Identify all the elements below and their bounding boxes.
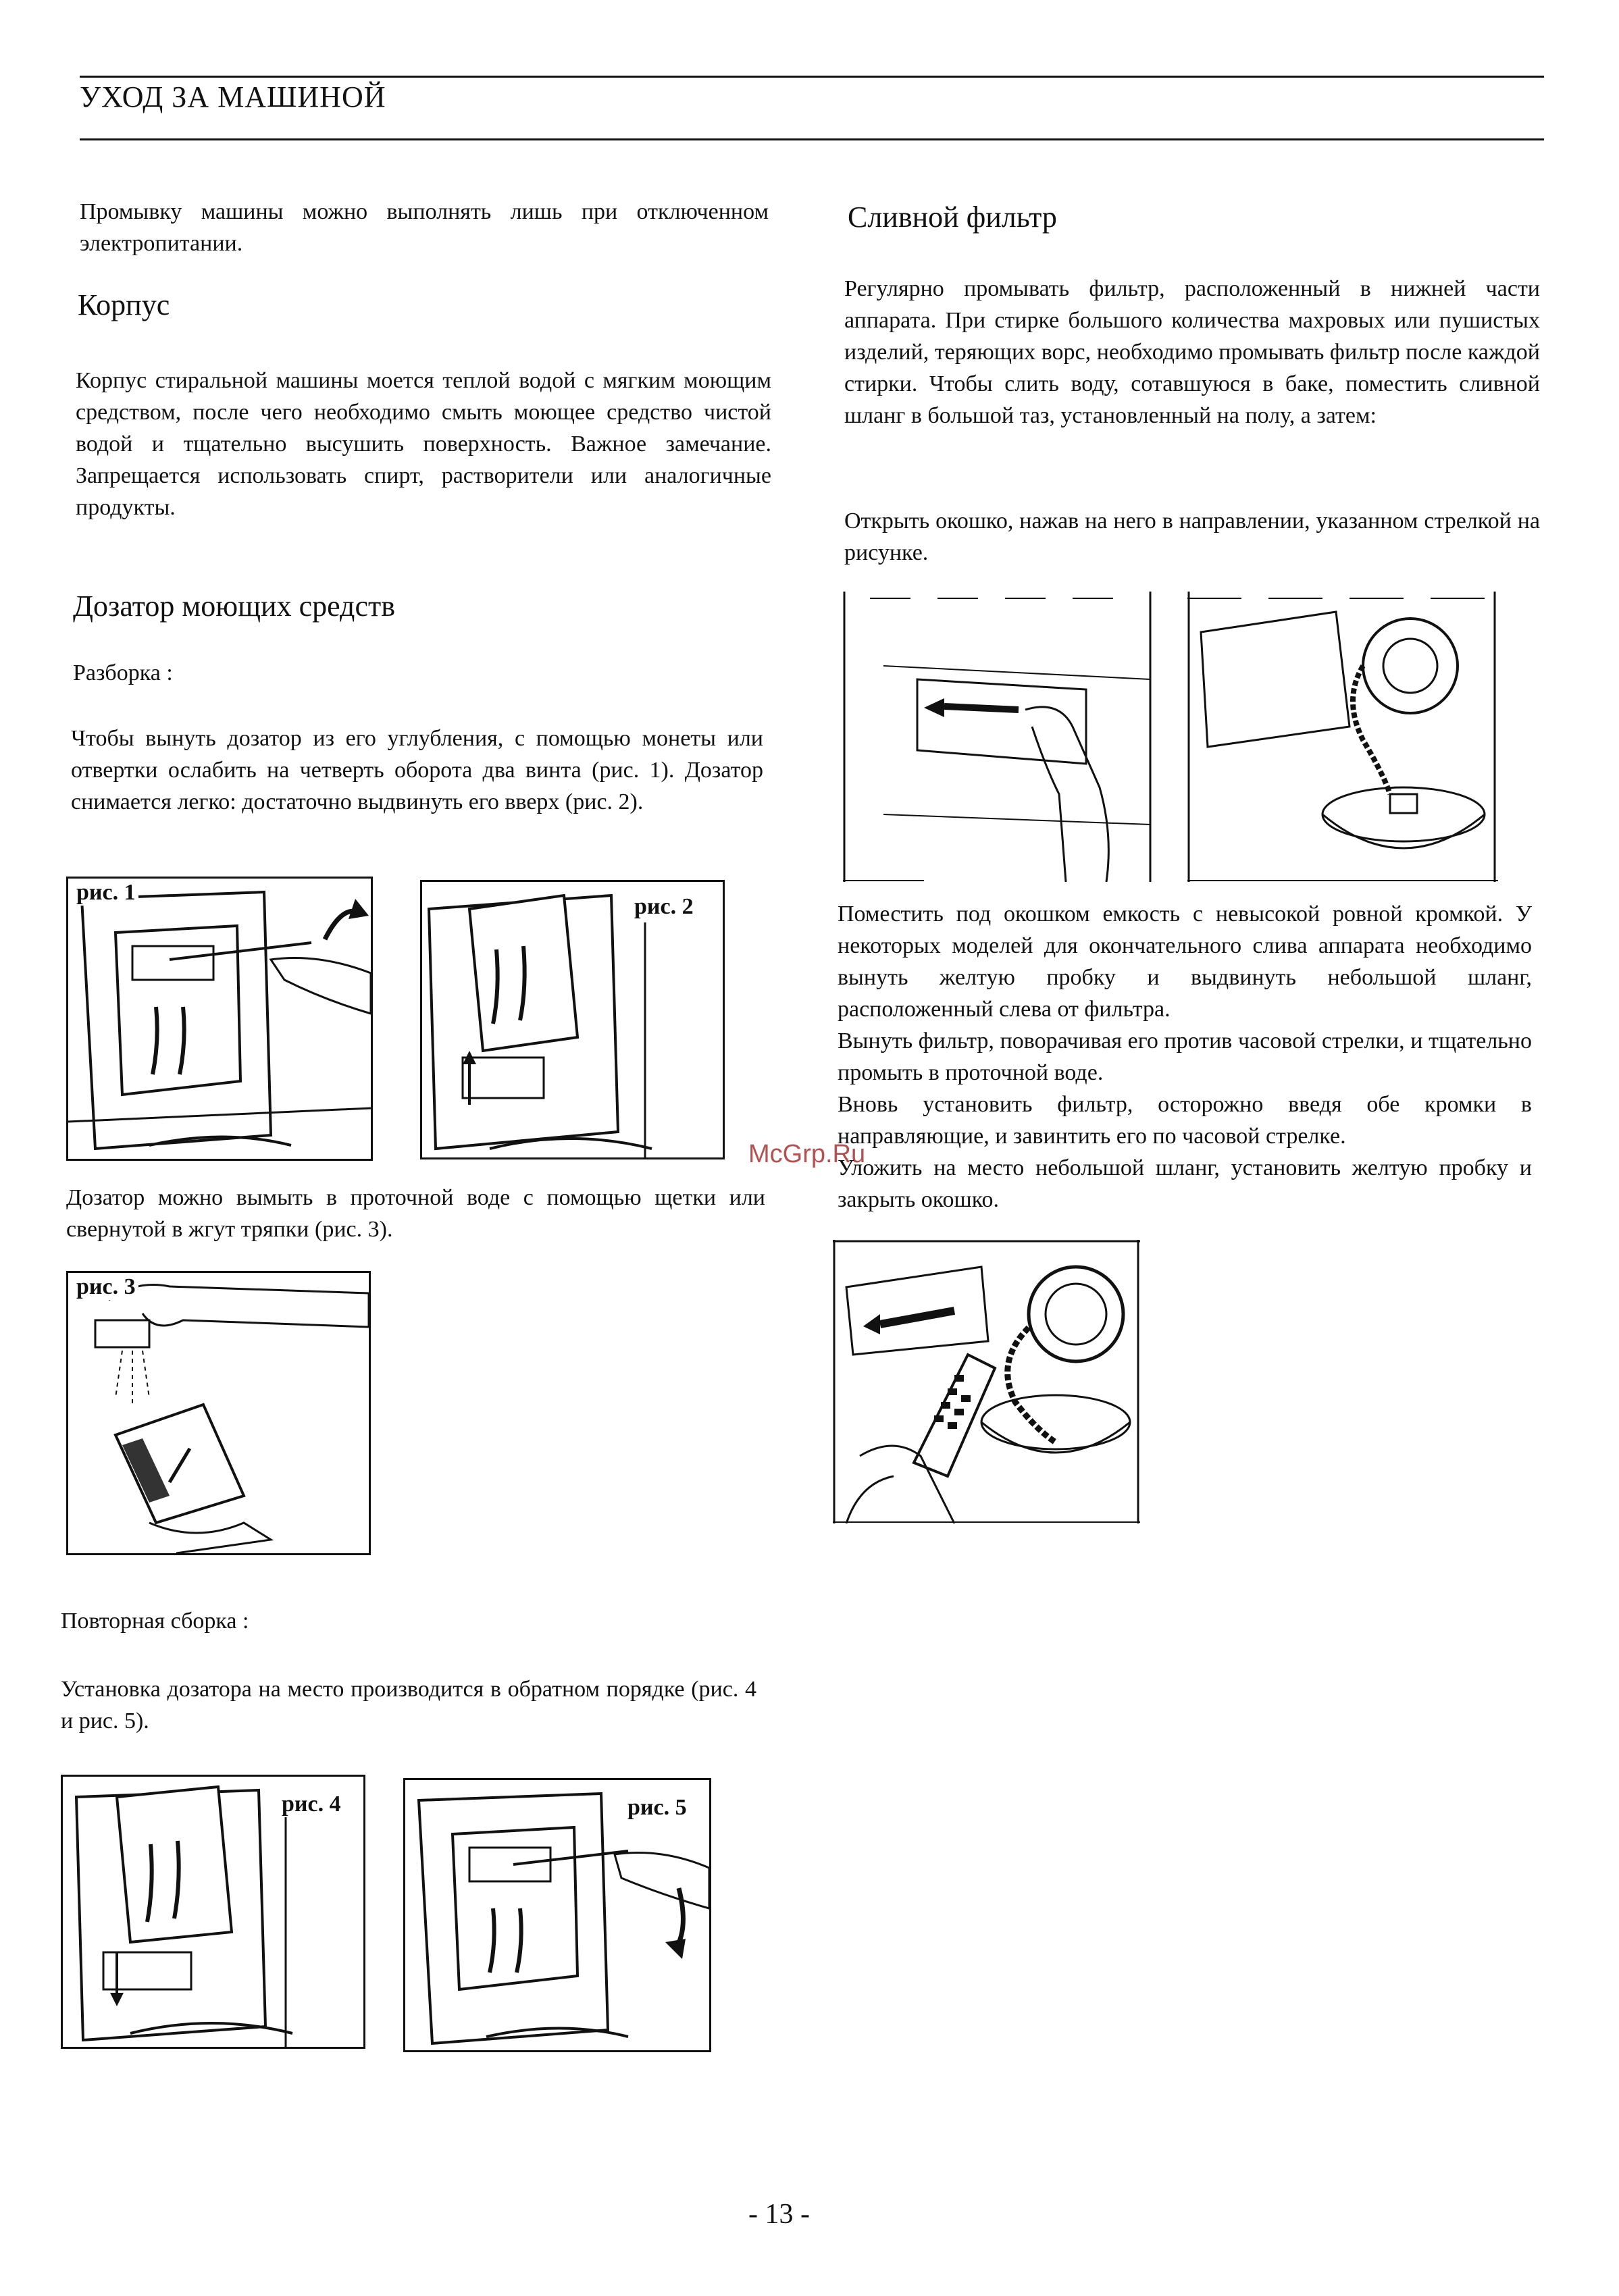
filter-figure-open-panel <box>843 592 1152 882</box>
figure-2-drawing <box>422 882 723 1157</box>
figure-3-label: рис. 3 <box>74 1274 138 1300</box>
filter-figure-bowl <box>1187 592 1498 882</box>
page-title: УХОД ЗА МАШИНОЙ <box>80 80 386 113</box>
figure-3-drawing <box>68 1273 369 1553</box>
figure-5-drawing <box>405 1780 709 2050</box>
reassembly-text: Установка дозатора на место производится в обратном порядке (рис. 4 и рис. 5). <box>61 1677 756 1733</box>
page-number: - 13 - <box>748 2199 810 2230</box>
watermark: McGrp.Ru <box>748 1140 866 1168</box>
figure-2 <box>420 880 725 1159</box>
figure-3 <box>66 1271 371 1555</box>
figure-1-label: рис. 1 <box>74 880 138 906</box>
filter-step-3: Вновь установить фильтр, осторожно введя обе кромки в направляющие, и завинтить его по часовой стрелке. <box>838 1092 1532 1149</box>
open-window-text: Открыть окошко, нажав на него в направлении, указанном стрелкой на рисунке. <box>844 508 1540 565</box>
figure-5-label: рис. 5 <box>625 1795 690 1821</box>
body-text: Корпус стиральной машины моется теплой водой с мягким моющим средством, после чего необходимо смыть моющее средство чистой водой и тщательно высушить поверхность. Важное замечание. Запрещается использовать спирт, растворители или аналогичные продукты. <box>76 368 771 520</box>
filter-figure-open-panel-drawing <box>843 592 1152 882</box>
filter-figure-remove <box>833 1240 1140 1523</box>
filter-text: Регулярно промывать фильтр, расположенный в нижней части аппарата. При стирке большого количества махровых или пушистых изделий, теряющих ворс, необходимо промывать фильтр после каждой стирки. Чтобы слить воду, сотавшуюся в баке, поместить сливной шланг в большой таз, установленный на полу, а затем: <box>844 276 1540 428</box>
figure-1 <box>66 877 373 1161</box>
filter-figure-remove-drawing <box>833 1240 1140 1523</box>
wash-text: Дозатор можно вымыть в проточной воде с помощью щетки или свернутой в жгут тряпки (рис. 3). <box>66 1185 765 1242</box>
body-heading: Корпус <box>78 288 170 321</box>
reassembly-label: Повторная сборка : <box>61 1609 249 1634</box>
figure-4-drawing <box>63 1777 363 2047</box>
header-top-rule <box>80 76 1544 78</box>
dispenser-heading: Дозатор моющих средств <box>73 590 395 623</box>
filter-step-1: Поместить под окошком емкость с невысокой ровной кромкой. У некоторых моделей для окончательного слива аппарата необходимо вынуть желтую пробку и выдвинуть небольшой шланг, расположенный слева от фильтра. <box>838 902 1532 1022</box>
figure-4-label: рис. 4 <box>279 1792 344 1817</box>
filter-step-4: Уложить на место небольшой шланг, установить желтую пробку и закрыть окошко. <box>838 1155 1532 1212</box>
figure-2-label: рис. 2 <box>632 894 696 920</box>
disassembly-label: Разборка : <box>73 660 173 685</box>
figure-4 <box>61 1775 365 2049</box>
disassembly-text: Чтобы вынуть дозатор из его углубления, с помощью монеты или отвертки ослабить на четверть оборота два винта (рис. 1). Дозатор снимается легко: достаточно выдвинуть его вверх (рис. 2). <box>71 726 763 814</box>
filter-step-2: Вынуть фильтр, поворачивая его против часовой стрелки, и тщательно промыть в проточной воде. <box>838 1028 1532 1085</box>
figure-1-drawing <box>68 879 371 1159</box>
intro-text: Промывку машины можно выполнять лишь при отключенном электропитании. <box>80 199 769 256</box>
filter-figure-bowl-drawing <box>1187 592 1498 882</box>
filter-heading: Сливной фильтр <box>848 201 1057 234</box>
header-bottom-rule <box>80 138 1544 140</box>
figure-5 <box>403 1778 711 2052</box>
